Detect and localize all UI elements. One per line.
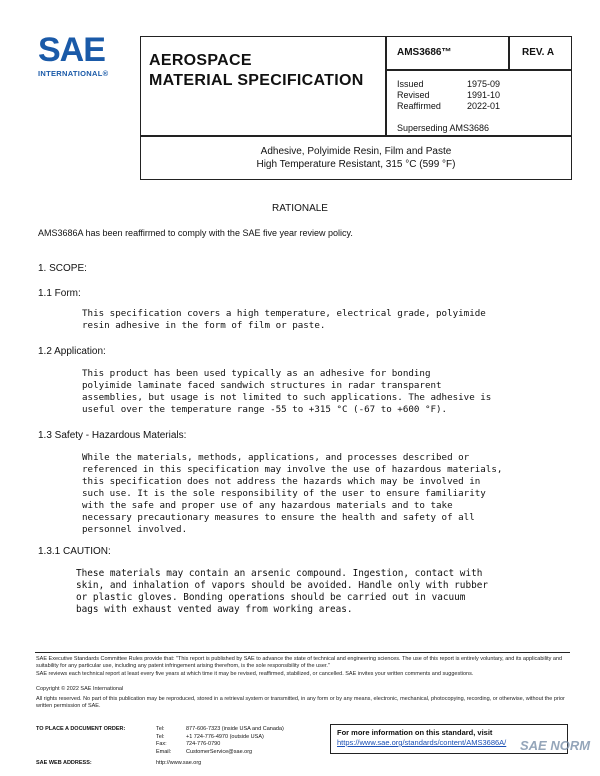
section-1-3-text: While the materials, methods, applications, and processes described or referenced in this specification may involve the use of hazardous materials, this specification does not address the hazards which may be involved in such use. It is the sole responsibility of the user to ensure familiarity with the safe and proper use of any hazardous materials and to take necessary precautionary measures to ensure the health and safety of all personnel involved. bbox=[82, 452, 503, 535]
revision: REV. A bbox=[522, 47, 555, 58]
revision-box bbox=[509, 36, 572, 70]
date-issued: Issued 1975-09 bbox=[397, 79, 501, 89]
title-line1: Adhesive, Polyimide Resin, Film and Paste bbox=[260, 146, 452, 157]
doc-number: AMS3686™ bbox=[397, 47, 452, 58]
email-link[interactable]: CustomerService@sae.org bbox=[186, 748, 253, 755]
section-1-1-heading: 1.1 Form: bbox=[38, 288, 81, 299]
title-line2: High Temperature Resistant, 315 °C (599 °F) bbox=[256, 159, 456, 170]
spec-type-line1: AEROSPACE bbox=[149, 52, 252, 69]
footer-rights-text: All rights reserved. No part of this publication may be reproduced, stored in a retrieval system or transmitted, in any form or by any means, electronic, mechanical, photocopying, recording, or otherwise, without the prior written permission of SAE. bbox=[36, 696, 565, 709]
watermark: SAE NORM bbox=[520, 738, 591, 753]
section-1-1-text: This specification covers a high temperature, electrical grade, polyimide resin adhesive in the form of film or paste. bbox=[82, 308, 486, 331]
footer-copyright: Copyright © 2022 SAE International bbox=[36, 686, 124, 692]
order-label: TO PLACE A DOCUMENT ORDER: bbox=[36, 726, 126, 732]
doc-number-box bbox=[386, 36, 509, 70]
spec-type-box bbox=[140, 36, 386, 136]
section-1-3-heading: 1.3 Safety - Hazardous Materials: bbox=[38, 430, 187, 441]
order-contacts: TO PLACE A DOCUMENT ORDER: Tel: 877-606-7323 (inside USA and Canada) Tel: +1 724-776-4970 (outside USA) Fax: 724-776-0790 Email: CustomerService@sae.org bbox=[36, 726, 284, 755]
section-1-2-text: This product has been used typically as an adhesive for bonding polyimide laminate faced sandwich structures in radar transparent assemblies, but usage is not limited to such applications. The adhesive is useful over the temperature range -55 to +315 °C (-67 to +600 °F). bbox=[82, 368, 492, 415]
sae-logo bbox=[38, 33, 138, 89]
superseding: Superseding AMS3686 bbox=[397, 123, 490, 133]
date-revised: Revised 1991-10 bbox=[397, 90, 501, 100]
footer-review-text: SAE reviews each technical report at least every five years at which time it may be revised, reaffirmed, stabilized, or cancelled. SAE invites your written comments and suggestions. bbox=[36, 671, 474, 677]
web-link[interactable]: http://www.sae.org bbox=[156, 760, 202, 766]
section-1-heading: 1. SCOPE: bbox=[38, 263, 87, 274]
more-info-heading: For more information on this standard, visit bbox=[337, 728, 493, 737]
section-1-3-1-heading: 1.3.1 CAUTION: bbox=[38, 546, 111, 557]
spec-type-title bbox=[149, 51, 364, 91]
dates-box bbox=[386, 70, 572, 136]
logo-subtitle: INTERNATIONAL® bbox=[38, 69, 109, 78]
web-address: SAE WEB ADDRESS: http://www.sae.org bbox=[36, 760, 202, 766]
spec-type-line2: MATERIAL SPECIFICATION bbox=[149, 72, 364, 89]
section-1-3-1-text: These materials may contain an arsenic compound. Ingestion, contact with skin, and inhalation of vapors should be avoided. Handle only with rubber or plastic gloves. Bonding operations should be carried out in vacuum bags with exhaust vented away from working areas. bbox=[76, 568, 489, 615]
date-reaffirmed: Reaffirmed 2022-01 bbox=[397, 101, 501, 111]
standard-link[interactable]: https://www.sae.org/standards/content/AMS3686A/ bbox=[337, 738, 507, 747]
section-1-2-heading: 1.2 Application: bbox=[38, 346, 106, 357]
document-title bbox=[140, 136, 572, 180]
footer-rules-text: SAE Executive Standards Committee Rules provide that: "This report is published by SAE to advance the state of technical and engineering sciences. The use of this report is entirely voluntary, and its applicability and suitability for any particular use, including any patent infringement arising therefrom, is the sole responsibility of the user." bbox=[36, 656, 563, 669]
logo-mark: SAE bbox=[38, 31, 105, 69]
rationale-heading: RATIONALE bbox=[272, 203, 328, 214]
footer-rule bbox=[35, 652, 570, 653]
rationale-text: AMS3686A has been reaffirmed to comply with the SAE five year review policy. bbox=[38, 228, 353, 238]
